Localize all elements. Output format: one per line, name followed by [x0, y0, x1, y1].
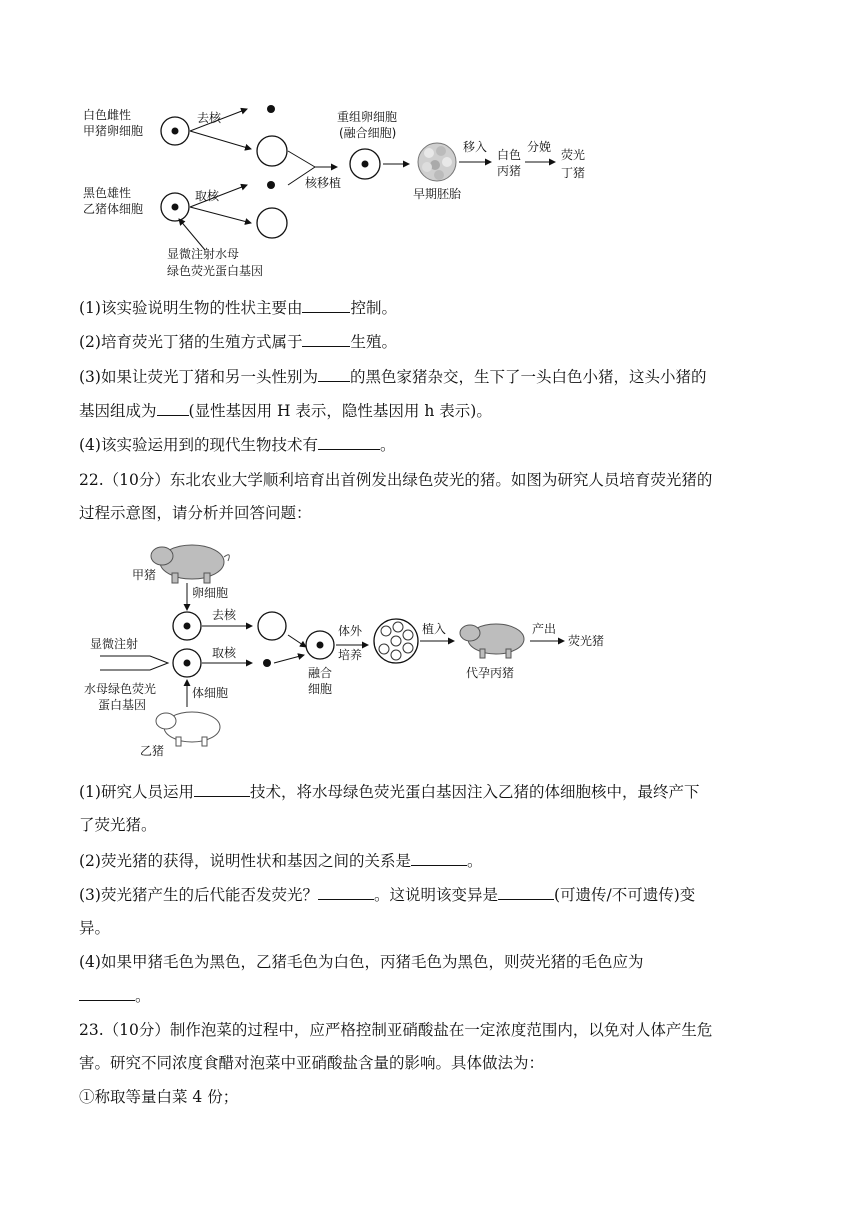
blastocyst-icon: [374, 619, 418, 663]
q21-2-tail: 生殖。: [350, 333, 397, 351]
enucleated-egg-icon: [257, 136, 287, 166]
q22-item-2: [79, 850, 482, 871]
early-embryo-icon: [418, 143, 456, 181]
label-injection-2: 绿色荧光蛋白基因: [167, 264, 264, 278]
q22-stem-1: 22.（10分）东北农业大学顺利培育出首例发出绿色荧光的猪。如图为研究人员培育荧光猪的: [79, 471, 713, 489]
label-surrogate-2: 丙猪: [497, 164, 522, 178]
answer-blank[interactable]: [157, 400, 189, 416]
label-transfer: 移入: [463, 140, 488, 154]
answer-blank[interactable]: [194, 781, 250, 797]
label-somatic-cell-b: 乙猪体细胞: [83, 202, 144, 216]
q21-3-cont: 基因组成为: [79, 402, 157, 420]
q22-1-tail: 技术，将水母绿色荧光蛋白基因注入乙猪的体细胞核中，最终产下: [249, 783, 700, 801]
q22-item-1: [79, 781, 699, 802]
label-birth: 分娩: [527, 140, 552, 154]
q22-item-3-cont: 异。: [79, 919, 111, 937]
answer-blank[interactable]: [318, 434, 380, 450]
somatic-cell-icon-2: [173, 649, 201, 677]
recombinant-cell-icon: [350, 149, 380, 179]
nucleus-dot-2: [263, 659, 271, 667]
answer-blank[interactable]: [302, 297, 350, 313]
label-recombinant-2: (融合细胞): [339, 126, 397, 140]
fused-cell-icon: [306, 631, 334, 659]
q21-4-tail: 。: [379, 436, 396, 454]
label-recombinant-1: 重组卵细胞: [337, 110, 398, 124]
q21-item-2: [79, 331, 397, 352]
q21-item-1: [79, 297, 397, 318]
q22-item-4-cont: [79, 985, 151, 1006]
label-culture-2: 培养: [338, 648, 363, 662]
q21-item-3-cont: [79, 400, 492, 421]
label-remove-nucleus: 去核: [197, 111, 222, 125]
cytoplasm-cell-icon: [257, 208, 287, 238]
q23-step-1: ①称取等量白菜 4 份；: [79, 1088, 239, 1106]
label-pig-b: 乙猪: [140, 744, 165, 758]
q23-stem-1: 23.（10分）制作泡菜的过程中，应严格控制亚硝酸盐在一定浓度范围内，以免对人体产生危: [79, 1021, 713, 1039]
q22-stem-2: 过程示意图，请分析并回答问题：: [79, 504, 312, 522]
label-gene-1: 水母绿色荧光: [84, 682, 157, 696]
answer-blank[interactable]: [318, 366, 350, 382]
q21-3-mid: 的黑色家猪杂交，生下了一头白色小猪，这头小猪的: [349, 368, 707, 386]
pig-b-icon: [156, 712, 220, 746]
q21-2-text: (2)培育荧光丁猪的生殖方式属于: [79, 333, 303, 351]
taken-nucleus-dot: [267, 181, 275, 189]
label-produce: 产出: [532, 622, 557, 636]
q22-item-1-cont: 了荧光猪。: [79, 816, 157, 834]
label-culture-1: 体外: [338, 624, 363, 638]
q22-3-text: (3)荧光猪产生的后代能否发荧光？: [79, 886, 318, 904]
q22-1-text: (1)研究人员运用: [79, 783, 194, 801]
answer-blank[interactable]: [411, 850, 467, 866]
q22-2-text: (2)荧光猪的获得，说明性状和基因之间的关系是: [79, 852, 411, 870]
label-fused-2: 细胞: [308, 682, 333, 696]
q22-3-tail: (可遗传/不可遗传)变: [553, 886, 696, 904]
enucleated-egg-icon-2: [258, 612, 286, 640]
answer-blank[interactable]: [498, 884, 554, 900]
answer-blank[interactable]: [318, 884, 374, 900]
answer-blank[interactable]: [302, 331, 350, 347]
q22-3-mid: 。这说明该变异是: [373, 886, 498, 904]
q21-1-tail: 控制。: [350, 299, 397, 317]
label-take-nucleus: 取核: [195, 189, 220, 203]
label-fused-1: 融合: [308, 666, 333, 680]
injection-needle-icon: [100, 656, 168, 670]
q21-3-tail: (显性基因用 H 表示，隐性基因用 h 表示)。: [188, 402, 492, 420]
label-white-female: 白色雌性: [83, 108, 132, 122]
q21-4-text: (4)该实验运用到的现代生物技术有: [79, 436, 318, 454]
label-take-nucleus-2: 取核: [212, 646, 237, 660]
label-remove-nucleus-2: 去核: [212, 608, 237, 622]
removed-nucleus-dot: [267, 105, 275, 113]
q21-1-text: (1)该实验说明生物的性状主要由: [79, 299, 303, 317]
q22-item-3: [79, 884, 695, 905]
figure-cloning-diagram-1: [75, 95, 605, 290]
q23-stem-2: 害。研究不同浓度食醋对泡菜中亚硝酸盐含量的影响。具体做法为：: [79, 1054, 545, 1072]
surrogate-pig-icon: [460, 624, 524, 658]
label-result: 荧光猪: [568, 634, 605, 648]
label-egg-cell-a: 甲猪卵细胞: [83, 124, 144, 138]
label-injection: 显微注射: [90, 637, 139, 651]
q21-item-4: [79, 434, 395, 455]
label-surrogate: 代孕丙猪: [466, 666, 515, 680]
somatic-cell-icon: [161, 193, 189, 221]
q22-4-tail: 。: [135, 987, 151, 1005]
q22-2-tail: 。: [466, 852, 483, 870]
label-result-2: 丁猪: [561, 166, 586, 180]
label-somatic: 体细胞: [192, 686, 229, 700]
label-nuclear-transfer: 核移植: [305, 176, 342, 190]
label-gene-2: 蛋白基因: [98, 698, 147, 712]
pig-a-icon: [151, 545, 229, 583]
label-result-1: 荧光: [561, 148, 586, 162]
label-surrogate-1: 白色: [497, 148, 522, 162]
q22-item-4: (4)如果甲猪毛色为黑色，乙猪毛色为白色，丙猪毛色为黑色，则荧光猪的毛色应为: [79, 953, 644, 971]
label-early-embryo: 早期胚胎: [413, 187, 462, 201]
label-black-male: 黑色雄性: [83, 186, 132, 200]
label-injection-1: 显微注射水母: [167, 247, 240, 261]
label-egg: 卵细胞: [192, 586, 229, 600]
figure-cloning-diagram-2: [80, 535, 660, 760]
egg-cell-icon-2: [173, 612, 201, 640]
label-implant: 植入: [422, 622, 447, 636]
label-pig-a: 甲猪: [132, 568, 157, 582]
q21-3-text: (3)如果让荧光丁猪和另一头性别为: [79, 368, 318, 386]
q21-item-3: [79, 366, 706, 387]
answer-blank[interactable]: [79, 985, 135, 1001]
egg-cell-icon: [161, 117, 189, 145]
